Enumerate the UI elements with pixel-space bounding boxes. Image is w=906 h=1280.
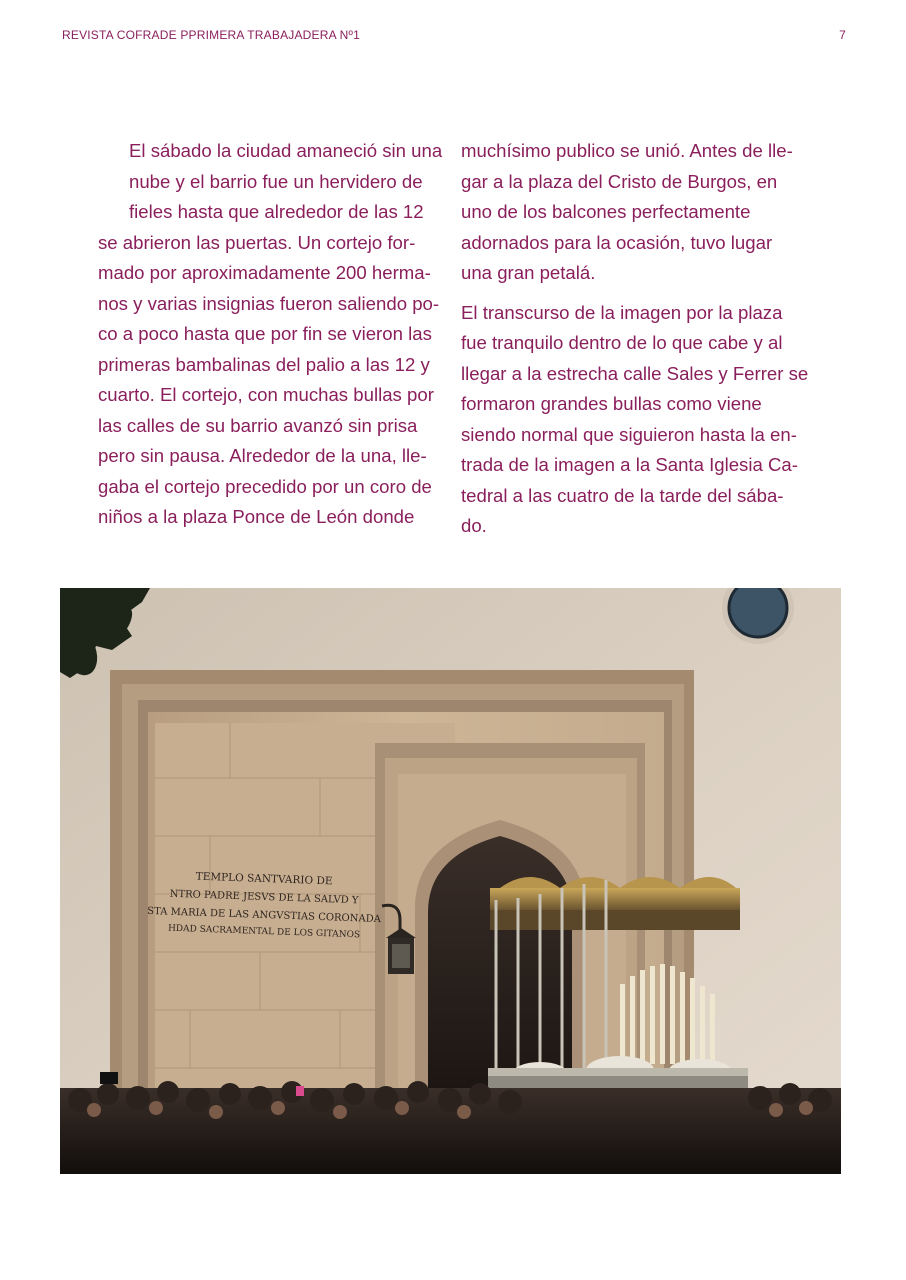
text-line: adornados para la ocasión, tuvo lugar (461, 231, 773, 253)
text-line: llegar a la estrecha calle Sales y Ferrer se (461, 362, 809, 384)
inscription-line-1: TEMPLO SANTVARIO DE (195, 870, 333, 888)
text-line: siendo normal que siguieron hasta la en- (461, 423, 797, 445)
text-line: nos y varias insignias fueron saliendo po- (98, 292, 440, 314)
text-line: fue tranquilo dentro de lo que cabe y al (461, 332, 783, 353)
text-line: gar a la plaza del Cristo de Burgos, en (461, 170, 778, 192)
text-line: co a poco hasta que por fin se vieron las (98, 323, 432, 344)
text-line: una gran petalá. (461, 262, 596, 283)
page-number: 7 (839, 28, 846, 42)
running-title: REVISTA COFRADE PPRIMERA TRABAJADERA Nº1 (62, 28, 361, 42)
text-line: fieles hasta que alrededor de las 12 (129, 201, 424, 222)
text-line: las calles de su barrio avanzó sin prisa (98, 414, 418, 436)
text-line: niños a la plaza Ponce de León donde (98, 506, 415, 527)
text-line: gaba el cortejo precedido por un coro de (98, 475, 432, 497)
text-line: formaron grandes bullas como viene (461, 393, 762, 414)
text-line: pero sin pausa. Alrededor de la una, lle- (98, 445, 427, 466)
text-line: nube y el barrio fue un hervidero de (129, 170, 423, 192)
article-left-column (98, 136, 453, 533)
procession-photo (60, 588, 841, 1174)
text-line: primeras bambalinas del palio a las 12 y (98, 353, 430, 375)
inscription-line-3: STA MARIA DE LAS ANGVSTIAS CORONADA (147, 905, 382, 926)
text-line: muchísimo publico se unió. Antes de lle- (461, 140, 793, 161)
paragraph-gap (461, 289, 821, 298)
text-line: mado por aproximadamente 200 herma- (98, 262, 431, 283)
text-line: El sábado la ciudad amaneció sin una (129, 140, 443, 161)
text-line: se abrieron las puertas. Un cortejo for- (98, 231, 416, 253)
text-line: cuarto. El cortejo, con muchas bullas por (98, 384, 434, 405)
text-line: tedral a las cuatro de la tarde del sába- (461, 484, 784, 506)
text-line: uno de los balcones perfectamente (461, 201, 751, 222)
inscription-line-4: HDAD SACRAMENTAL DE LOS GITANOS (167, 923, 361, 941)
article-right-column (461, 136, 821, 542)
text-line: El transcurso de la imagen por la plaza (461, 301, 783, 323)
text-line: trada de la imagen a la Santa Iglesia Ca- (461, 454, 798, 475)
text-line: do. (461, 515, 487, 536)
inscription-line-2: NTRO PADRE JESVS DE LA SALVD Y (169, 888, 359, 907)
